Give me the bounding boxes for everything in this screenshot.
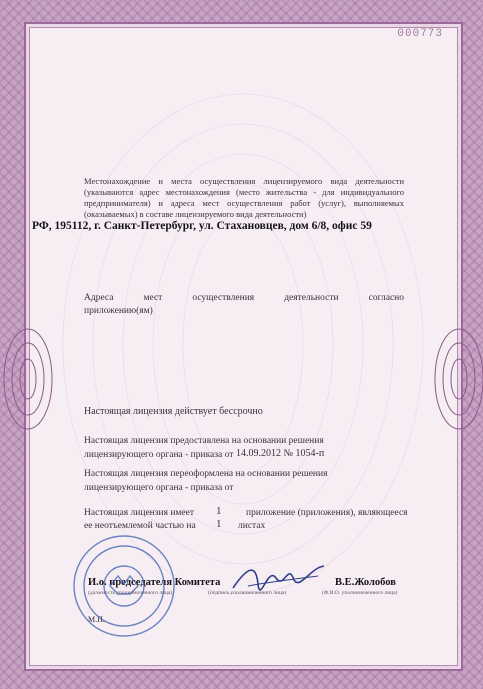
signer-name-caption: (Ф.И.О. уполномоченного лица): [322, 590, 398, 596]
address-line: РФ, 195112, г. Санкт-Петербург, ул. Стахановцев, дом 6/8, офис 59: [32, 220, 372, 232]
handwritten-signature: [228, 556, 328, 596]
basis-line-2: лицензирующего органа - приказа от: [84, 450, 234, 460]
signer-name: В.Е.Жолобов: [335, 577, 396, 588]
annex-count: 1: [216, 505, 222, 517]
location-caption: Местонахождение и места осуществления лицензируемого вида деятельности (указываются адрес местонахождения (место жительства - для индивидуального предпринимателя) и адреса мест осуществления работ (услуг), выполняемых (оказываемых) в составе лицензируемого вида деятельности): [84, 176, 404, 219]
annex-line-2-end: листах: [238, 521, 266, 531]
annex-line-2-start: ее неотъемлемой частью на: [84, 521, 196, 531]
signer-title: И.о. председателя Комитета: [88, 577, 221, 588]
right-rosette-ornament: [433, 324, 483, 434]
signer-title-caption: (должность уполномоченного лица): [88, 590, 173, 596]
basis-order: 14.09.2012 № 1054-п: [236, 448, 325, 459]
basis-line-1: Настоящая лицензия предоставлена на основании решения: [84, 436, 324, 446]
left-rosette-ornament: [2, 324, 54, 434]
annex-line-1-end: приложение (приложения), являющееся: [246, 508, 408, 518]
form-number: 000773: [397, 28, 443, 40]
stamp-place: М.П.: [88, 615, 105, 624]
reissued-line-1: Настоящая лицензия переоформлена на основании решения: [84, 469, 328, 479]
validity-statement: Настоящая лицензия действует бессрочно: [84, 406, 263, 417]
annex-line-1-start: Настоящая лицензия имеет: [84, 508, 195, 518]
signature-caption: (подпись уполномоченного лица): [208, 590, 287, 596]
addresses-line-1: Адреса мест осуществления деятельности согласно: [84, 293, 404, 303]
reissued-line-2: лицензирующего органа - приказа от: [84, 483, 234, 493]
official-seal: [70, 532, 178, 640]
addresses-line-2: приложению(ям): [84, 306, 153, 316]
annex-sheets: 1: [216, 518, 222, 530]
